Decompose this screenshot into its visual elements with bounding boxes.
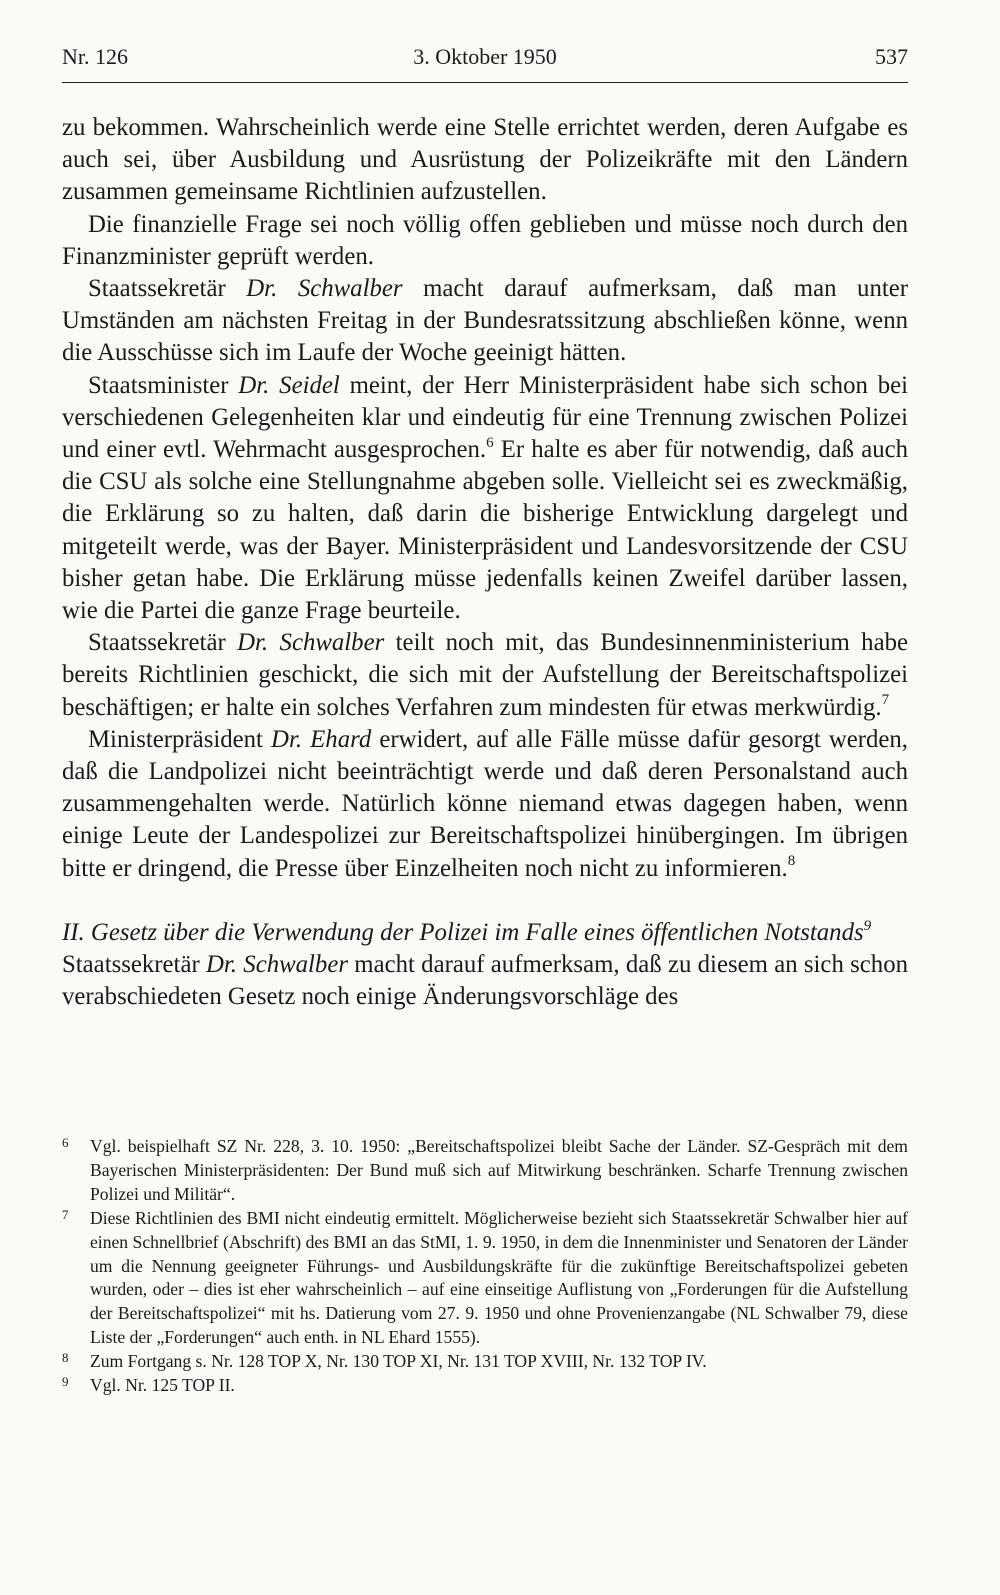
speaker-title: Staatssekretär — [88, 275, 247, 303]
footnote-text: Diese Richtlinien des BMI nicht eindeutig ermittelt. Möglicherweise bezieht sich Staatssekretär Schwalber hier auf einen Schnellbrief (Abschrift) des BMI an das StMI, 1. 9. 1950, in dem die Innenminister und Senatoren der Länder um die Nennung geeigneter Führungs- und Ausbildungskräfte für die zukünftige Bereitschaftspolizei gebeten wurden, oder – dies ist eher wahrscheinlich – auf eine einseitige Auflistung von „Forderungen für die Aufstellung der Bereitschaftspolizei“ mit hs. Datierung vom 27. 9. 1950 und ohne Provenienzangabe (NL Schwalber 79, diese Liste der „Forderungen“ auch enth. in NL Ehard 1555). — [90, 1207, 908, 1348]
speaker-title: Staatsminister — [88, 371, 239, 399]
footnote-ref-9[interactable]: 9 — [863, 917, 872, 934]
running-header — [62, 44, 908, 84]
footnote-7 — [62, 1207, 908, 1350]
footnote-number: 7 — [62, 1206, 69, 1222]
page-number: 537 — [875, 44, 908, 69]
speaker-name: Dr. Schwalber — [206, 951, 348, 979]
paragraph-5 — [62, 627, 908, 724]
speaker-title: Staatssekretär — [62, 951, 206, 979]
paragraph-text: meint, der Herr Ministerpräsident habe sich schon bei verschiedenen Gelegenheiten klar und eindeutig für eine Trennung zwischen Polizei und einer evtl. Wehrmacht ausgesprochen. — [62, 371, 909, 464]
paragraph-text: macht darauf aufmerksam, daß man unter Umständen am nächsten Freitag in der Bundesratssitzung abschließen könne, wenn die Ausschüsse sich im Laufe der Woche geeinigt hätten. — [62, 275, 908, 367]
footnote-6 — [62, 1135, 908, 1207]
section-heading — [62, 917, 908, 949]
main-text — [62, 112, 908, 1013]
paragraph-1: zu bekommen. Wahrscheinlich werde eine Stelle errichtet werden, deren Aufgabe es auch sei, über Ausbildung und Ausrüstung der Polizeikräfte mit den Ländern zusammen gemeinsame Richtlinien aufzustellen. — [62, 114, 908, 206]
footnote-number: 9 — [62, 1374, 69, 1390]
paragraph-6 — [62, 724, 908, 885]
footnote-8 — [62, 1350, 908, 1374]
footnote-text: Vgl. Nr. 125 TOP II. — [90, 1375, 235, 1396]
footnote-ref-8[interactable]: 8 — [787, 853, 796, 870]
header-rule — [62, 82, 908, 83]
paragraph-7 — [62, 949, 908, 1013]
footnote-number: 8 — [62, 1350, 69, 1366]
paragraph-4 — [62, 370, 908, 628]
speaker-name: Dr. Ehard — [271, 725, 372, 753]
document-number: Nr. 126 — [62, 44, 128, 69]
speaker-name: Dr. Seidel — [238, 371, 340, 399]
section-heading-text: II. Gesetz über die Verwendung der Polizei im Falle eines öffentlichen Notstands — [62, 918, 864, 946]
paragraph-2: Die finanzielle Frage sei noch völlig offen geblieben und müsse noch durch den Finanzminister geprüft werden. — [62, 210, 908, 270]
footnote-text: Vgl. beispielhaft SZ Nr. 228, 3. 10. 1950: „Bereitschaftspolizei bleibt Sache der Länder. SZ-Gespräch mit dem Bayerischen Ministerpräsidenten: Der Bund muß sich auf Mitwirkung beschränken. Scharfe Trennung zwischen Polizei und Militär“. — [90, 1136, 908, 1204]
footnote-number: 6 — [62, 1135, 69, 1150]
footnote-ref-6[interactable]: 6 — [486, 434, 494, 451]
paragraph-text: erwidert, auf alle Fälle müsse dafür gesorgt werden, daß die Landpolizei nicht beeinträchtigt werde und daß deren Personalstand auch zusammengehalten werde. Natürlich könne niemand etwas dagegen haben, wenn einige Leute der Landespolizei zur Bereitschaftspolizei hinübergingen. Im übrigen bitte er dringend, die Presse über Einzelheiten noch nicht zu informieren. — [62, 725, 909, 882]
header-date: 3. Oktober 1950 — [413, 44, 557, 69]
paragraph-text: teilt noch mit, das Bundesinnenministerium habe bereits Richtlinien geschickt, die sich mit der Aufstellung der Bereitschaftspolizei beschäftigen; er halte ein solches Verfahren zum mindesten für etwas merkwürdig. — [62, 629, 908, 721]
speaker-title: Staatssekretär — [88, 629, 238, 657]
footnote-9 — [62, 1374, 908, 1398]
speaker-title: Ministerpräsident — [88, 725, 272, 753]
footnote-ref-7[interactable]: 7 — [881, 692, 890, 709]
paragraph-3 — [62, 273, 908, 370]
footnotes — [62, 1135, 908, 1398]
speaker-name: Dr. Schwalber — [237, 629, 385, 657]
paragraph-text: macht darauf aufmerksam, daß zu diesem an sich schon verabschiedeten Gesetz noch einige Änderungsvorschläge des — [62, 951, 908, 1011]
footnote-text: Zum Fortgang s. Nr. 128 TOP X, Nr. 130 TOP XI, Nr. 131 TOP XVIII, Nr. 132 TOP IV. — [90, 1351, 707, 1372]
paragraph-text: Er halte es aber für notwendig, daß auch die CSU als solche eine Stellungnahme abgeben solle. Vielleicht sei es zweckmäßig, die Erklärung so zu halten, daß darin die bisherige Entwicklung dargelegt und mitgeteilt werde, was der Bayer. Ministerpräsident und Landesvorsitzende der CSU bisher getan habe. Die Erklärung müsse jedenfalls keinen Zweifel darüber lassen, wie die Partei die ganze Frage beurteile. — [62, 436, 908, 625]
speaker-name: Dr. Schwalber — [246, 275, 403, 303]
